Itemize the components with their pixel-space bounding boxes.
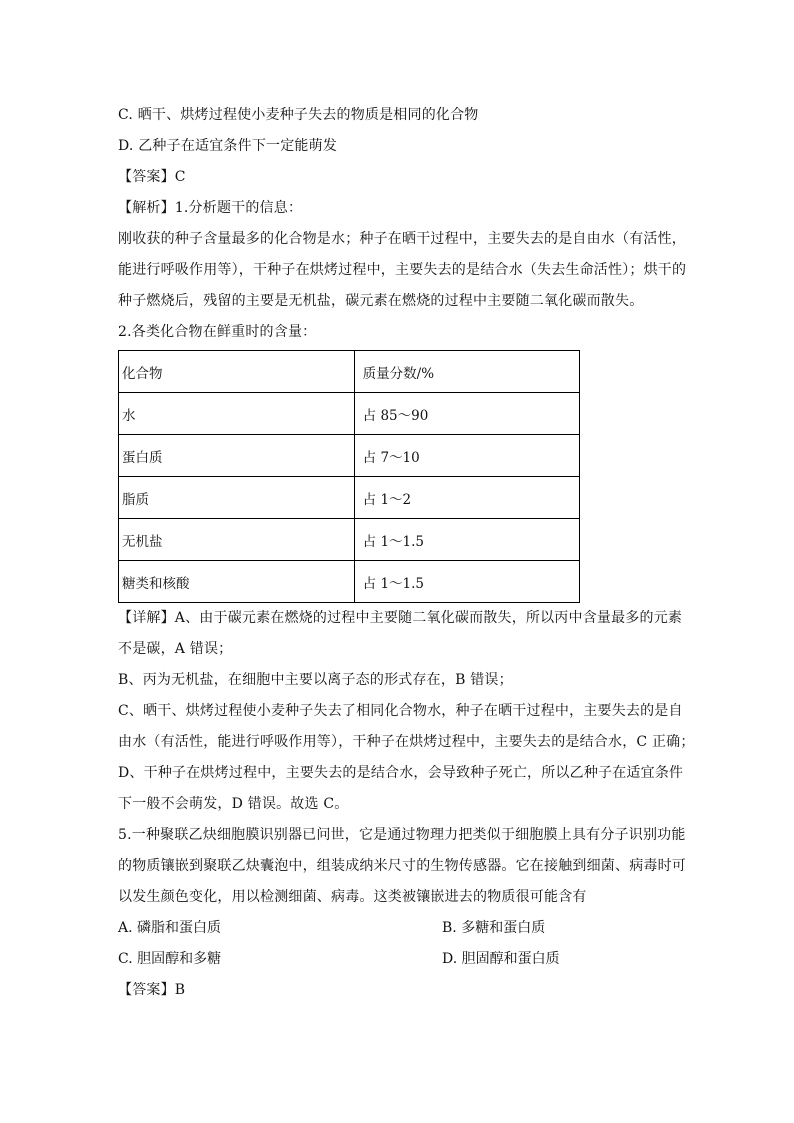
analysis-title: 【解析】1.分析题干的信息：	[118, 200, 303, 216]
option-d-text: D. 乙种子在适宜条件下一定能萌发	[118, 138, 338, 154]
table-row	[119, 561, 580, 603]
table-cell: 占 1～1.5	[354, 519, 579, 561]
question-stem-line: 的物质镶嵌到聚联乙炔囊泡中，组装成纳米尺寸的生物传感器。它在接触到细菌、病毒时可	[118, 858, 686, 874]
table-cell: 糖类和核酸	[119, 561, 355, 603]
table-cell: 无机盐	[119, 519, 355, 561]
answer-text: 【答案】B	[118, 982, 186, 998]
detail-line: 【详解】A、由于碳元素在燃烧的过程中主要随二氧化碳而散失，所以丙中含量最多的元素	[118, 610, 683, 626]
analysis-line: 能进行呼吸作用等），干种子在烘烤过程中，主要失去的是结合水（失去生命活性）；烘干的	[118, 262, 687, 278]
table-header-cell: 化合物	[119, 351, 355, 393]
table-row	[119, 519, 580, 561]
option-c-text: C. 晒干、烘烤过程使小麦种子失去的物质是相同的化合物	[118, 107, 479, 123]
option-d: D. 胆固醇和蛋白质	[442, 951, 560, 967]
answer-text: 【答案】C	[118, 169, 186, 185]
option-c: C. 胆固醇和多糖	[118, 951, 222, 967]
question-stem-line: 5.一种聚联乙炔细胞膜识别器已问世，它是通过物理力把类似于细胞膜上具有分子识别功能	[118, 827, 686, 843]
option-a: A. 磷脂和蛋白质	[118, 920, 222, 936]
document-page	[118, 100, 695, 1006]
analysis-line: 刚收获的种子含量最多的化合物是水；种子在晒干过程中，主要失去的是自由水（有活性，	[118, 231, 686, 247]
options-row	[118, 913, 678, 944]
table-cell: 水	[119, 393, 355, 435]
table-intro: 2.各类化合物在鲜重时的含量：	[118, 324, 317, 340]
options-row	[118, 944, 678, 975]
table-header-cell: 质量分数/%	[354, 351, 579, 393]
option-b: B. 多糖和蛋白质	[442, 920, 546, 936]
table-cell: 占 1～1.5	[354, 561, 579, 603]
table-row	[119, 393, 580, 435]
table-cell: 占 85～90	[354, 393, 579, 435]
compound-content-table	[118, 350, 580, 603]
question-stem-line: 以发生颜色变化，用以检测细菌、病毒。这类被镶嵌进去的物质很可能含有	[118, 889, 587, 905]
detail-line: B、丙为无机盐，在细胞中主要以离子态的形式存在，B 错误；	[118, 672, 513, 688]
detail-line: 下一般不会萌发，D 错误。故选 C。	[118, 796, 349, 812]
table-row	[119, 477, 580, 519]
detail-line: 由水（有活性，能进行呼吸作用等），干种子在烘烤过程中，主要失去的是结合水，C 正确；	[118, 734, 695, 750]
table-cell: 占 1～2	[354, 477, 579, 519]
analysis-line: 种子燃烧后，残留的主要是无机盐，碳元素在燃烧的过程中主要随二氧化碳而散失。	[118, 293, 644, 309]
table-cell: 脂质	[119, 477, 355, 519]
table-cell: 蛋白质	[119, 435, 355, 477]
detail-line: C、晒干、烘烤过程使小麦种子失去了相同化合物水，种子在晒干过程中，主要失去的是自	[118, 703, 683, 719]
detail-line: D、干种子在烘烤过程中，主要失去的是结合水，会导致种子死亡，所以乙种子在适宜条件	[118, 765, 684, 781]
table-header-row	[119, 351, 580, 393]
detail-line: 不是碳，A 错误；	[118, 641, 233, 657]
table-row	[119, 435, 580, 477]
table-cell: 占 7～10	[354, 435, 579, 477]
